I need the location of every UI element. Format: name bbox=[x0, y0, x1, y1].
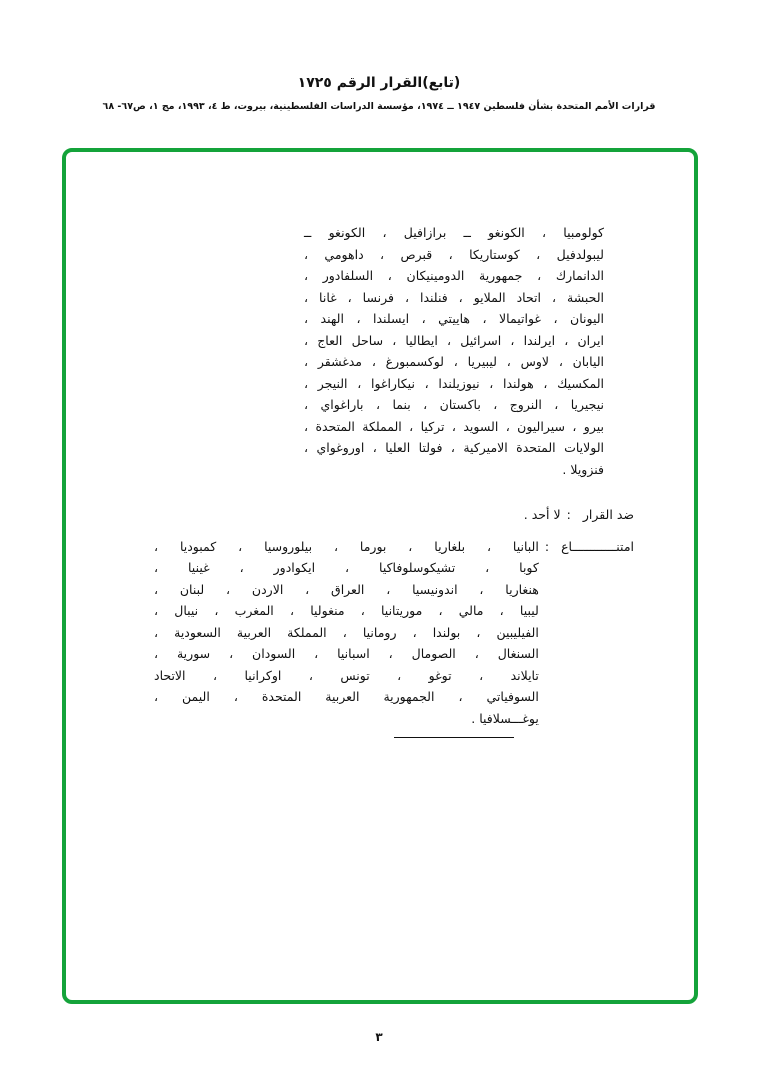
against-colon: : bbox=[566, 507, 571, 522]
resolution-body bbox=[154, 222, 634, 738]
list-line: السوفياتي ، الجمهورية العربية المتحدة ، اليمن ، bbox=[154, 689, 539, 704]
list-line: بيرو ، سيراليون ، السويد ، تركيا ، المملكة المتحدة ، bbox=[304, 418, 604, 434]
list-line: الدانمارك ، جمهورية الدومينيكان ، السلفادور ، bbox=[304, 268, 604, 283]
page-source-citation: قرارات الأمم المتحدة بشأن فلسطين ١٩٤٧ ــ ١٩٧٤، مؤسسة الدراسات الفلسطينية، بيروت، ط ٤، ١٩٩٣، مج ١، ص٦٧- ٦٨ bbox=[102, 101, 656, 113]
content-frame bbox=[62, 148, 698, 1004]
page-number: ٣ bbox=[375, 1030, 383, 1044]
list-line: ليبيا ، مالي ، موريتانيا ، منغوليا ، المغرب ، نيبال ، bbox=[154, 603, 539, 618]
abstain-label: امتنــــــــــــاع bbox=[561, 538, 634, 554]
abstain-colon: : bbox=[544, 538, 550, 554]
list-line: كولومبيا ، الكونغو ــ برازافيل ، الكونغو ــ bbox=[304, 225, 604, 240]
list-line: فنزويلا . bbox=[562, 461, 604, 477]
page-header bbox=[0, 74, 758, 113]
against-row bbox=[154, 504, 634, 526]
list-line: تايلاند ، توغو ، تونس ، اوكرانيا ، الاتحاد bbox=[154, 667, 539, 683]
list-line: يوغـــسلافيا . bbox=[471, 710, 539, 726]
against-value: لا أحد . bbox=[523, 507, 561, 522]
list-line: المكسيك ، هولندا ، نيوزيلندا ، نيكاراغوا ، النيجر ، bbox=[304, 375, 604, 391]
abstain-row bbox=[154, 536, 634, 730]
spacer bbox=[154, 480, 634, 494]
in-favor-country-list bbox=[304, 222, 604, 480]
list-line: السنغال ، الصومال ، اسبانيا ، السودان ، سورية ، bbox=[154, 646, 539, 661]
list-line: اليابان ، لاوس ، ليبيريا ، لوكسمبورغ ، مدغشقر ، bbox=[304, 354, 604, 369]
list-line: ايران ، ايرلندا ، اسرائيل ، ايطاليا ، ساحل العاج ، bbox=[304, 332, 604, 348]
section-divider bbox=[394, 737, 514, 738]
list-line: الولايات المتحدة الاميركية ، فولتا العليا ، اوروغواي ، bbox=[304, 440, 604, 455]
list-line: اليونان ، غواتيمالا ، هاييتي ، ايسلندا ، الهند ، bbox=[304, 311, 604, 326]
list-line: البانيا ، بلغاريا ، بورما ، بيلوروسيا ، كمبوديا ، bbox=[154, 538, 539, 554]
list-line: هنغاريا ، اندونيسيا ، العراق ، الاردن ، لبنان ، bbox=[154, 581, 539, 597]
list-line: الفيليبين ، بولندا ، رومانيا ، المملكة العربية السعودية ، bbox=[154, 624, 539, 640]
list-line: نيجيريا ، النروج ، باكستان ، بنما ، باراغواي ، bbox=[304, 397, 604, 412]
list-line: ليبولدفيل ، كوستاريكا ، قبرص ، داهومي ، bbox=[304, 246, 604, 262]
page-footer bbox=[0, 1030, 758, 1044]
list-line: كوبا ، تشيكوسلوفاكيا ، ايكوادور ، غينيا ، bbox=[154, 560, 539, 575]
list-line: الحبشة ، اتحاد الملايو ، فنلندا ، فرنسا ، غانا ، bbox=[304, 289, 604, 305]
page-title: (تابع)القرار الرقم ١٧٢٥ bbox=[297, 75, 461, 91]
abstain-country-list bbox=[154, 536, 539, 730]
against-label: ضد القرار bbox=[582, 507, 634, 522]
